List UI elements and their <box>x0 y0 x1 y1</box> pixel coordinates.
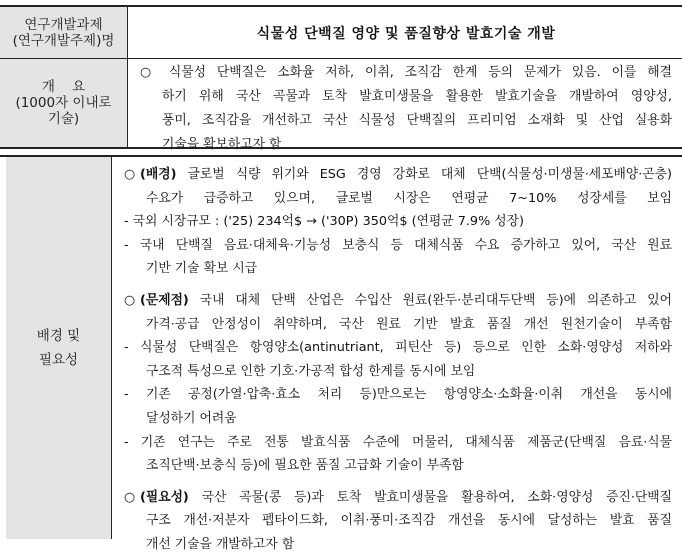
section-line: 글로벌 식량 위기와 ESG 경영 강화로 대체 단백(식물성·미생물·세포배양·곤충) <box>187 167 673 182</box>
summary-label-line: (1000자 이내로 <box>15 95 112 111</box>
section-line: 수요가 급증하고 있으며, 글로벌 시장은 연평균 7~10% 성장세를 보임 <box>146 190 672 206</box>
section-line: - 국외 시장규모 : ('25) 234억$ → ('30P) 350억$ (연평균 7.9% 성장) <box>124 214 525 230</box>
section-tag: (배경) <box>140 167 177 182</box>
circle-bullet-icon: ○ <box>124 292 136 308</box>
project-title: 식물성 단백질 영양 및 품질향상 발효기술 개발 <box>256 25 556 42</box>
section-line: - 기존 연구는 주로 전통 발효식품 수준에 머물러, 대체식품 제품군(단백질 음료·식물 <box>124 434 672 450</box>
section-tag: (문제점) <box>140 292 189 308</box>
summary-line: 기술을 확보하고자 함 <box>162 137 282 152</box>
section-necessity <box>124 486 672 557</box>
background-label <box>6 157 112 539</box>
title-row <box>0 7 682 59</box>
title-label-line: (연구개발주제)명 <box>12 32 115 49</box>
section-line: 국산 곡물(콩 등)과 토착 발효미생물을 활용하여, 소화·영양성 증진·단백질 <box>201 489 673 505</box>
circle-bullet-icon: ○ <box>124 167 136 182</box>
background-label-line: 필요성 <box>38 352 79 368</box>
summary-label-line: 개 요 <box>41 79 86 95</box>
section-problem <box>124 289 672 478</box>
section-line: 구조 개선·저분자 펩타이드화, 이취·풍미·조직감 개선을 동시에 달성하는 발효 품질 <box>146 513 672 529</box>
section-line: 기반 기술 확보 시급 <box>146 261 258 277</box>
summary-label <box>0 59 128 147</box>
background-content <box>112 157 682 552</box>
section-line: - 국내 단백질 음료·대체육·기능성 보충식 등 대체식품 수요 증가하고 있어, 국산 원료 <box>124 237 672 253</box>
summary-row <box>0 59 682 152</box>
summary-line: ○ 식물성 단백질은 소화율 저하, 이취, 조직감 한계 등의 문제가 있음. 이를 해결 <box>140 65 672 80</box>
section-line: - 식물성 단백질은 항영양소(antinutriant, 피틴산 등) 등으로 인한 소화·영양성 저하와 <box>124 340 672 356</box>
title-label-line: 연구개발과제 <box>24 16 103 33</box>
section-line: 조직단백·보충식 등)에 필요한 품질 고급화 기술이 부족함 <box>146 458 464 474</box>
summary-label-line: 기술) <box>47 111 80 127</box>
background-label-line: 배경 및 <box>36 328 81 344</box>
summary-line: 풍미, 조직감을 개선하고 국산 식물성 단백질의 프리미엄 소재화 및 산업 실용화 <box>162 113 672 128</box>
section-line: 구조적 특성으로 인한 기호·가공적 합성 한계를 동시에 보임 <box>146 363 476 379</box>
section-line: 국내 대체 단백 산업은 수입산 원료(완두·분리대두단백 등)에 의존하고 있어 <box>199 292 672 308</box>
section-background <box>124 163 672 281</box>
summary-line: 하기 위해 국산 곡물과 토착 발효미생물을 활용한 발효기술을 개발하여 영양성, <box>162 89 672 104</box>
summary-text <box>128 59 682 152</box>
circle-bullet-icon: ○ <box>124 489 136 505</box>
background-table <box>0 155 682 552</box>
section-line: 가격·공급 안정성이 취약하며, 국산 원료 기반 발효 품질 개선 원천기술이 부족함 <box>146 316 672 332</box>
section-line: 달성하기 어려움 <box>146 410 237 426</box>
section-line: 개선 기술을 개발하고자 함 <box>146 536 295 552</box>
project-table <box>0 5 682 152</box>
section-line: - 기존 공정(가열·압축·효소 처리 등)만으로는 항영양소·소화율·이취 개선을 동시에 <box>124 387 672 403</box>
section-tag: (필요성) <box>140 489 189 505</box>
title-label <box>0 7 128 58</box>
